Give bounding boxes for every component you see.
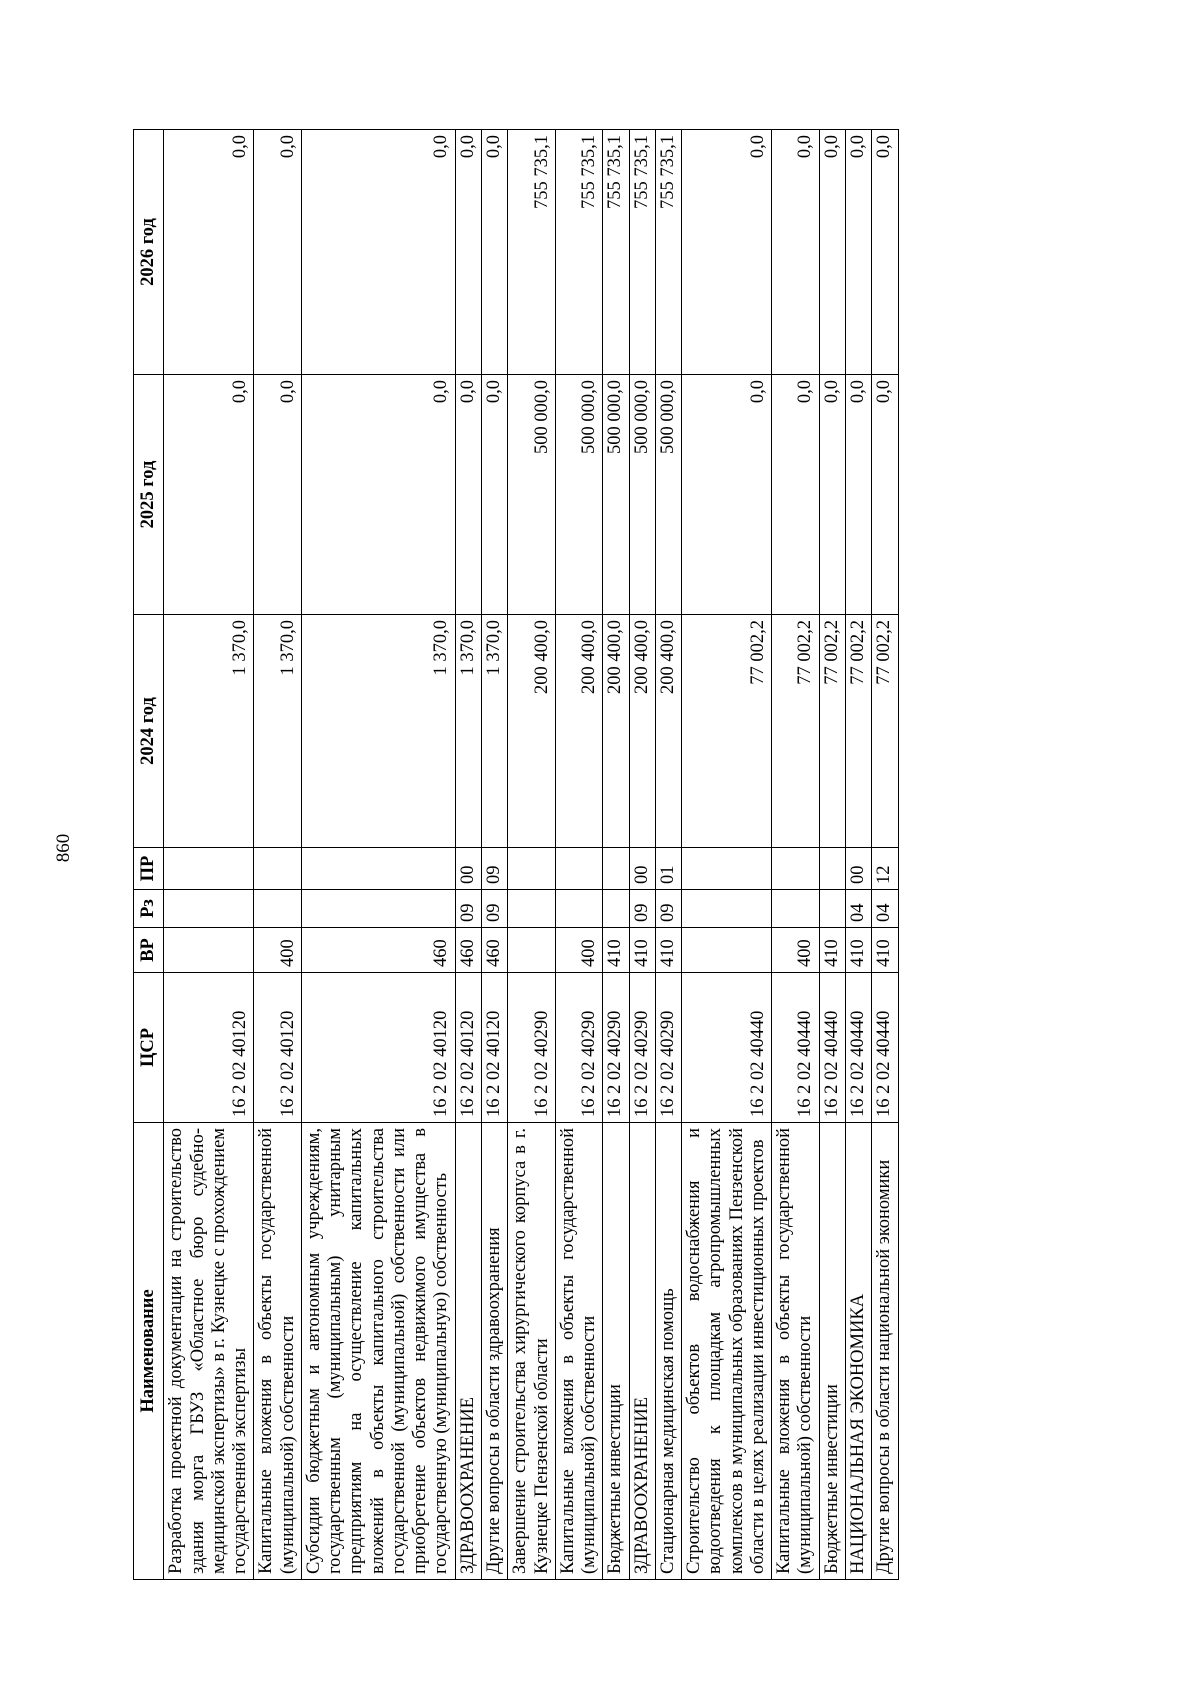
cell-csr: 16 2 02 40440 [845, 973, 871, 1123]
cell-2026: 0,0 [819, 130, 845, 375]
cell-rz [508, 890, 556, 928]
cell-csr: 16 2 02 40440 [819, 973, 845, 1123]
column-header-2025: 2025 год [134, 375, 164, 615]
column-header-2024: 2024 год [134, 615, 164, 848]
cell-pr: 00 [629, 848, 655, 890]
cell-name: НАЦИОНАЛЬНАЯ ЭКОНОМИКА [845, 1123, 871, 1580]
cell-csr: 16 2 02 40290 [555, 973, 603, 1123]
cell-vr: 410 [629, 928, 655, 973]
cell-2026: 0,0 [254, 130, 302, 375]
cell-rz [301, 890, 455, 928]
table-row [555, 130, 603, 1580]
cell-name: Другие вопросы в области здравоохранения [481, 1123, 507, 1580]
cell-csr: 16 2 02 40440 [772, 973, 820, 1123]
table-row [655, 130, 681, 1580]
cell-name: ЗДРАВООХРАНЕНИЕ [455, 1123, 481, 1580]
column-header-2026: 2026 год [134, 130, 164, 375]
cell-2026: 755 735,1 [655, 130, 681, 375]
cell-vr [164, 928, 254, 973]
cell-2025: 0,0 [164, 375, 254, 615]
cell-2024: 77 002,2 [772, 615, 820, 848]
cell-pr [603, 848, 629, 890]
cell-2026: 0,0 [872, 130, 898, 375]
cell-name: Разработка проектной документации на строительство здания морга ГБУЗ «Областное бюро судебно-медицинской экспертизы» в г. Кузнецке с прохождением государственной экспертизы [164, 1123, 254, 1580]
cell-2026: 0,0 [455, 130, 481, 375]
cell-rz: 04 [845, 890, 871, 928]
cell-rz: 09 [481, 890, 507, 928]
table-row [481, 130, 507, 1580]
cell-csr: 16 2 02 40290 [655, 973, 681, 1123]
cell-2024: 77 002,2 [872, 615, 898, 848]
column-header-vr: ВР [134, 928, 164, 973]
cell-pr [682, 848, 772, 890]
cell-name: Капитальные вложения в объекты государственной (муниципальной) собственности [555, 1123, 603, 1580]
cell-2026: 0,0 [164, 130, 254, 375]
cell-vr: 410 [655, 928, 681, 973]
cell-pr [819, 848, 845, 890]
cell-2025: 0,0 [872, 375, 898, 615]
cell-name: ЗДРАВООХРАНЕНИЕ [629, 1123, 655, 1580]
table-body [164, 130, 898, 1580]
cell-rz: 04 [872, 890, 898, 928]
cell-2024: 1 370,0 [455, 615, 481, 848]
cell-2026: 0,0 [845, 130, 871, 375]
cell-rz [819, 890, 845, 928]
cell-2025: 0,0 [254, 375, 302, 615]
table-row [164, 130, 254, 1580]
cell-name: Завершение строительства хирургического корпуса в г. Кузнецке Пензенской области [508, 1123, 556, 1580]
cell-pr: 00 [845, 848, 871, 890]
cell-pr [772, 848, 820, 890]
cell-name: Другие вопросы в области национальной экономики [872, 1123, 898, 1580]
cell-rz [772, 890, 820, 928]
cell-2024: 200 400,0 [555, 615, 603, 848]
column-header-rz: Рз [134, 890, 164, 928]
cell-2024: 77 002,2 [819, 615, 845, 848]
table-row [508, 130, 556, 1580]
cell-pr: 00 [455, 848, 481, 890]
cell-pr: 12 [872, 848, 898, 890]
cell-csr: 16 2 02 40120 [301, 973, 455, 1123]
cell-rz [682, 890, 772, 928]
cell-2026: 755 735,1 [603, 130, 629, 375]
cell-name: Стационарная медицинская помощь [655, 1123, 681, 1580]
cell-csr: 16 2 02 40440 [682, 973, 772, 1123]
cell-vr: 410 [819, 928, 845, 973]
cell-rz: 09 [629, 890, 655, 928]
cell-vr: 400 [772, 928, 820, 973]
cell-2024: 1 370,0 [164, 615, 254, 848]
cell-pr: 01 [655, 848, 681, 890]
column-header-csr: ЦСР [134, 973, 164, 1123]
cell-csr: 16 2 02 40120 [481, 973, 507, 1123]
column-header-name: Наименование [134, 1123, 164, 1580]
table-header-row [134, 130, 164, 1580]
cell-2025: 500 000,0 [655, 375, 681, 615]
table-row [254, 130, 302, 1580]
cell-csr: 16 2 02 40120 [164, 973, 254, 1123]
table-row [772, 130, 820, 1580]
table-row [301, 130, 455, 1580]
cell-2025: 500 000,0 [555, 375, 603, 615]
table-row [845, 130, 871, 1580]
cell-2026: 0,0 [301, 130, 455, 375]
cell-vr: 410 [845, 928, 871, 973]
cell-2025: 500 000,0 [603, 375, 629, 615]
cell-rz [603, 890, 629, 928]
cell-rz [555, 890, 603, 928]
cell-vr [682, 928, 772, 973]
cell-2025: 0,0 [301, 375, 455, 615]
cell-2025: 0,0 [682, 375, 772, 615]
cell-2024: 200 400,0 [508, 615, 556, 848]
cell-csr: 16 2 02 40290 [508, 973, 556, 1123]
cell-2024: 200 400,0 [655, 615, 681, 848]
cell-name: Капитальные вложения в объекты государственной (муниципальной) собственности [772, 1123, 820, 1580]
cell-2025: 0,0 [845, 375, 871, 615]
cell-2025: 0,0 [455, 375, 481, 615]
cell-2024: 200 400,0 [629, 615, 655, 848]
cell-name: Бюджетные инвестиции [819, 1123, 845, 1580]
cell-name: Капитальные вложения в объекты государственной (муниципальной) собственности [254, 1123, 302, 1580]
cell-2025: 0,0 [819, 375, 845, 615]
cell-csr: 16 2 02 40290 [603, 973, 629, 1123]
cell-pr: 09 [481, 848, 507, 890]
cell-vr: 460 [455, 928, 481, 973]
cell-2026: 755 735,1 [555, 130, 603, 375]
cell-pr [508, 848, 556, 890]
cell-2026: 755 735,1 [629, 130, 655, 375]
table-row [872, 130, 898, 1580]
cell-2024: 77 002,2 [845, 615, 871, 848]
cell-2025: 500 000,0 [508, 375, 556, 615]
cell-vr [508, 928, 556, 973]
cell-name: Бюджетные инвестиции [603, 1123, 629, 1580]
cell-name: Субсидии бюджетным и автономным учреждениям, государственным (муниципальным) унитарным предприятиям на осуществление капитальных вложений в объекты капитального строительства государственной (муниципальной) собственности или приобретение объектов недвижимого имущества в государственную (муниципальную) собственность [301, 1123, 455, 1580]
cell-2026: 755 735,1 [508, 130, 556, 375]
cell-2026: 0,0 [481, 130, 507, 375]
cell-vr: 460 [301, 928, 455, 973]
cell-rz [164, 890, 254, 928]
cell-rz: 09 [455, 890, 481, 928]
cell-pr [164, 848, 254, 890]
column-header-pr: ПР [134, 848, 164, 890]
cell-csr: 16 2 02 40440 [872, 973, 898, 1123]
cell-pr [555, 848, 603, 890]
cell-csr: 16 2 02 40290 [629, 973, 655, 1123]
table-row [455, 130, 481, 1580]
cell-vr: 460 [481, 928, 507, 973]
table-row [819, 130, 845, 1580]
cell-2025: 0,0 [772, 375, 820, 615]
rotated-page-content [133, 130, 1083, 1580]
cell-vr: 410 [603, 928, 629, 973]
cell-pr [254, 848, 302, 890]
cell-2025: 0,0 [481, 375, 507, 615]
cell-vr: 400 [254, 928, 302, 973]
table-row [629, 130, 655, 1580]
cell-vr: 410 [872, 928, 898, 973]
cell-pr [301, 848, 455, 890]
cell-2025: 500 000,0 [629, 375, 655, 615]
cell-vr: 400 [555, 928, 603, 973]
cell-2026: 0,0 [772, 130, 820, 375]
cell-2024: 200 400,0 [603, 615, 629, 848]
cell-2024: 1 370,0 [254, 615, 302, 848]
page-number: 860 [53, 833, 74, 863]
cell-2026: 0,0 [682, 130, 772, 375]
table-row [603, 130, 629, 1580]
cell-name: Строительство объектов водоснабжения и водоотведения к площадкам агропромышленных комплексов в муниципальных образованиях Пензенской области в целях реализации инвестиционных проектов [682, 1123, 772, 1580]
cell-csr: 16 2 02 40120 [455, 973, 481, 1123]
budget-table [133, 129, 899, 1580]
cell-2024: 1 370,0 [481, 615, 507, 848]
table-row [682, 130, 772, 1580]
cell-csr: 16 2 02 40120 [254, 973, 302, 1123]
cell-rz: 09 [655, 890, 681, 928]
cell-2024: 1 370,0 [301, 615, 455, 848]
cell-rz [254, 890, 302, 928]
cell-2024: 77 002,2 [682, 615, 772, 848]
